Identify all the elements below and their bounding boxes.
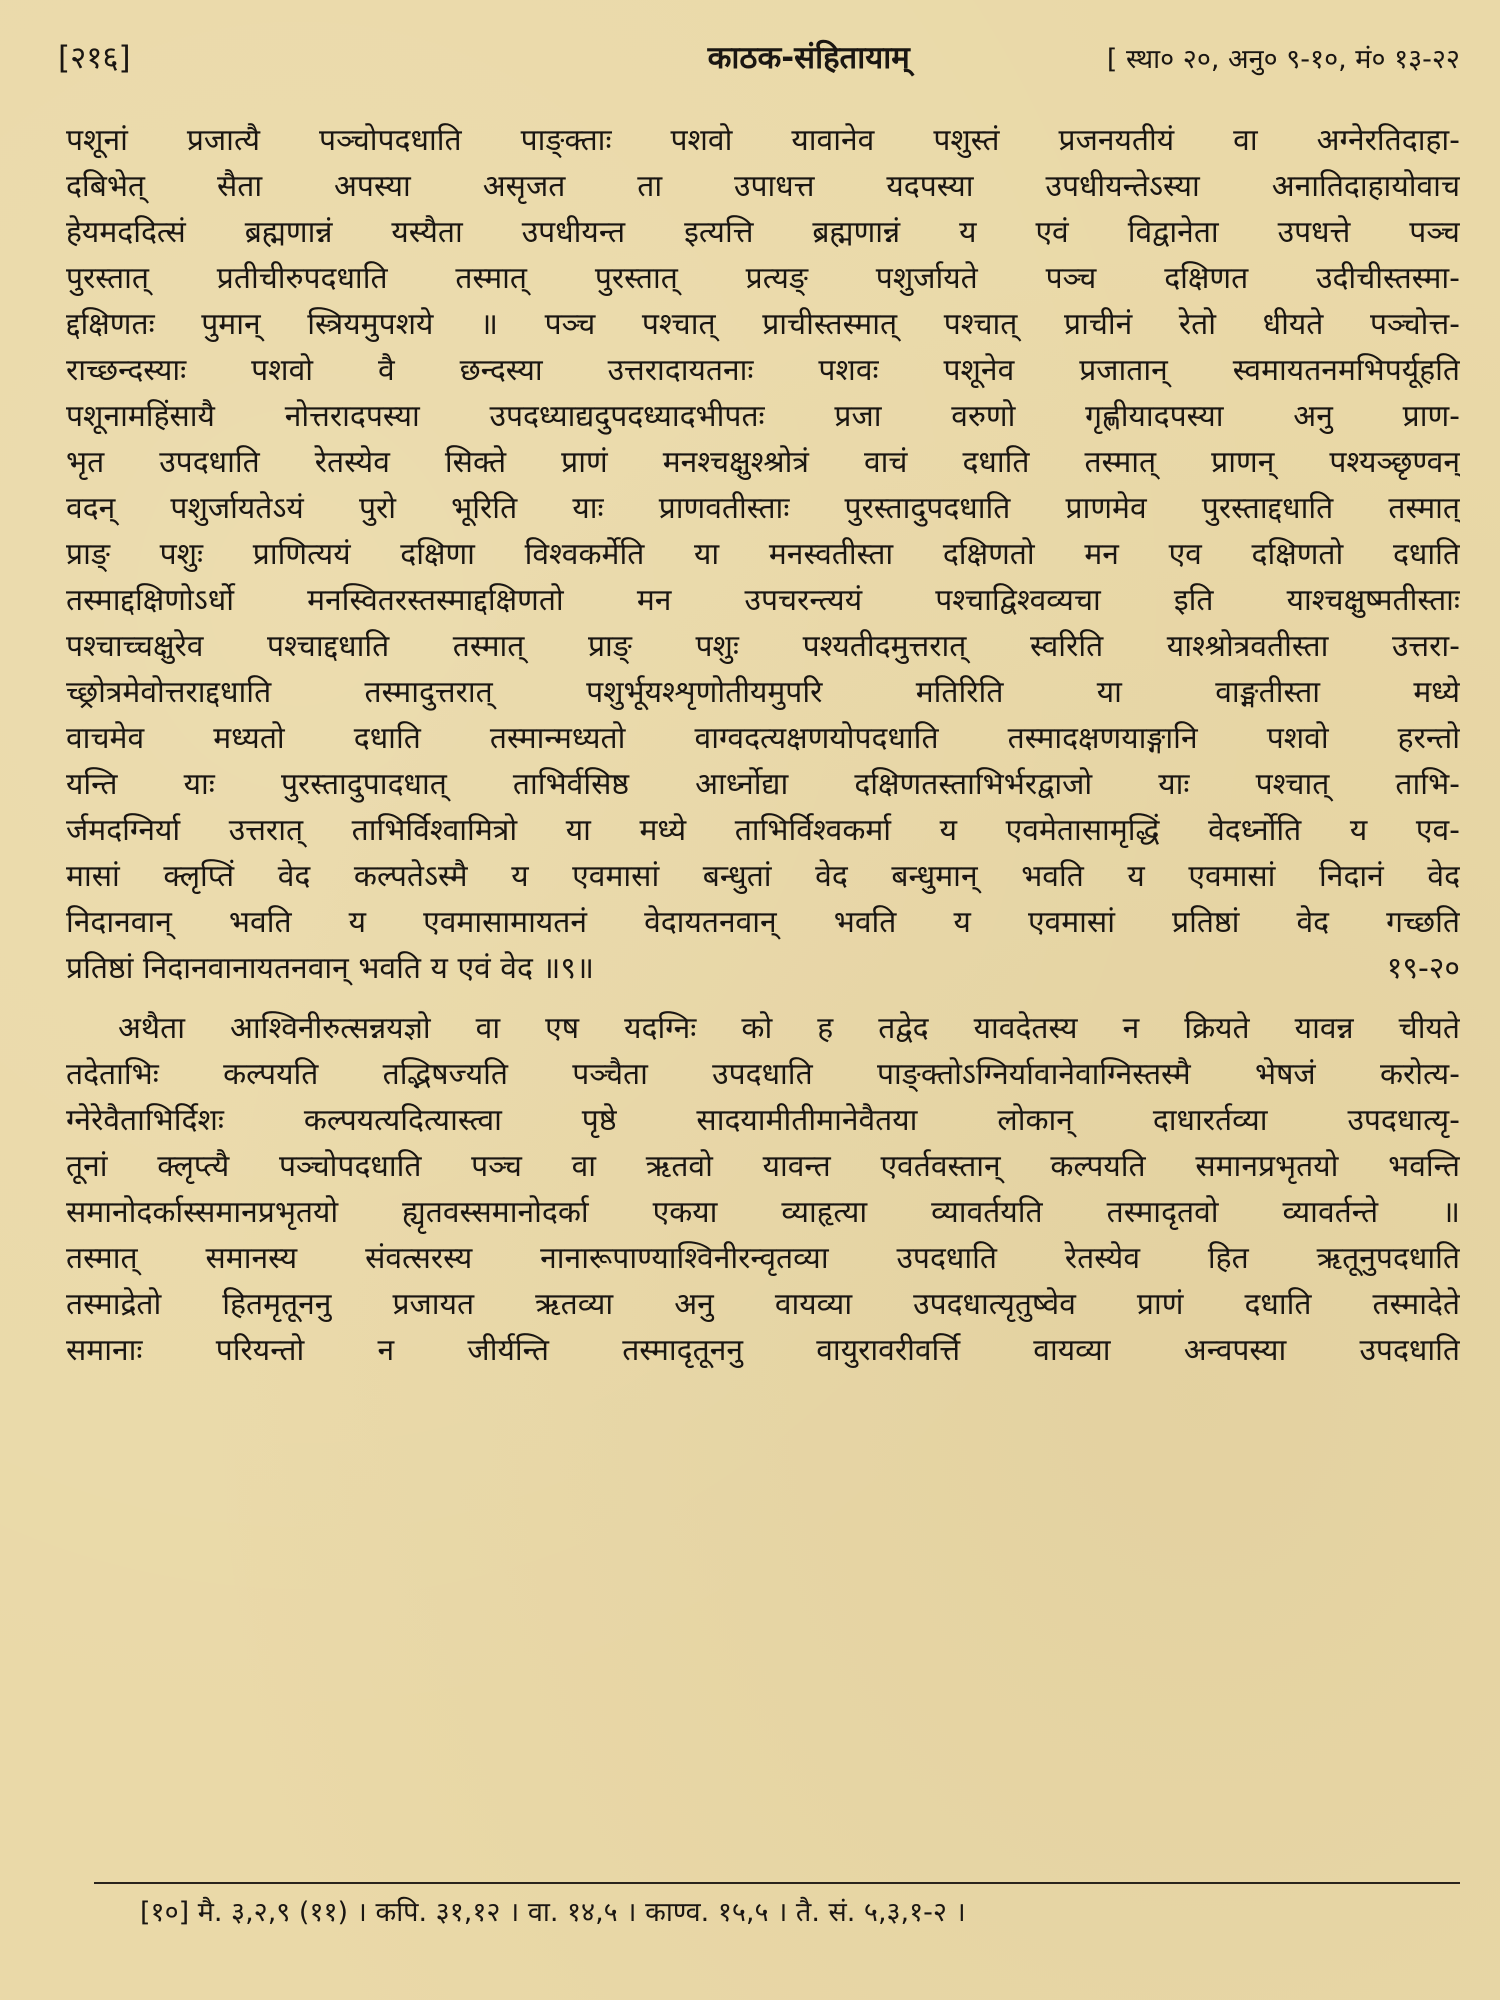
text-line: र्जमदग्निर्या उत्तरात् ताभिर्विश्वामित्रो या मध्ये ताभिर्विश्वकर्मा य एवमेतासामृद्धिं वेदर्ध्नोति य एव- xyxy=(66,813,1460,848)
text-line: दबिभेत् सैता अपस्या असृजत ता उपाधत्त यदपस्या उपधीयन्तेऽस्या अनातिदाहायोवाच xyxy=(66,169,1460,204)
text-line: अथैता आश्विनीरुत्सन्नयज्ञो वा एष यदग्निः को ह तद्वेद यावदेतस्य न क्रियते यावन्न चीयते xyxy=(118,1011,1460,1046)
text-line: भृत उपदधाति रेतस्येव सिक्ते प्राणं मनश्चक्षुश्श्रोत्रं वाचं दधाति तस्मात् प्राणन् पश्यञ्छृण्वन् xyxy=(66,445,1460,480)
paragraph-end-text: प्रतिष्ठां निदानवानायतनवान् भवति य एवं वेद ॥९॥ xyxy=(66,951,594,986)
running-head xyxy=(58,32,1460,82)
page-number: [२१६] xyxy=(58,40,131,76)
text-line: पुरस्तात् प्रतीचीरुपदधाति तस्मात् पुरस्तात् प्रत्यङ् पशुर्जायते पञ्च दक्षिणत उदीचीस्तस्मा- xyxy=(66,261,1460,296)
text-line: तदेताभिः कल्पयति तद्भिषज्यति पञ्चैता उपदधाति पाङ्क्तोऽग्निर्यावानेवाग्निस्तस्मै भेषजं करोत्य- xyxy=(66,1057,1460,1092)
body-text xyxy=(66,118,1460,1374)
text-line: समानोदर्कास्समानप्रभृतयो ह्यृतवस्समानोदर्का एकया व्याहृत्या व्यावर्तयति तस्मादृतवो व्यावर्तन्ते ॥ xyxy=(66,1195,1460,1230)
text-line: ग्नेरेवैताभिर्दिशः कल्पयत्यदित्यास्त्वा पृष्ठे सादयामीतीमानेवैतया लोकान् दाधारर्तव्या उपदधात्यृ- xyxy=(66,1103,1460,1138)
text-line: पश्चाच्चक्षुरेव पश्चाद्दधाति तस्मात् प्राङ् पशुः पश्यतीदमुत्तरात् स्वरिति याश्श्रोत्रवतीस्ता उत्तरा- xyxy=(66,629,1460,664)
text-line: प्राङ् पशुः प्राणित्ययं दक्षिणा विश्वकर्मेति या मनस्वतीस्ता दक्षिणतो मन एव दक्षिणतो दधाति xyxy=(66,537,1460,572)
text-line: पशूनामहिंसायै नोत्तरादपस्या उपदध्याद्यदुपदध्यादभीपतः प्रजा वरुणो गृह्णीयादपस्या अनु प्राण- xyxy=(66,399,1460,434)
verse-range: १९-२० xyxy=(1386,951,1460,986)
text-line: पशूनां प्रजात्यै पञ्चोपदधाति पाङ्क्ताः पशवो यावानेव पशुस्तं प्रजनयतीयं वा अग्नेरतिदाहा- xyxy=(66,123,1460,158)
text-line: वदन् पशुर्जायतेऽयं पुरो भूरिति याः प्राणवतीस्ताः पुरस्तादुपदधाति प्राणमेव पुरस्ताद्दधाति तस्मात् xyxy=(66,491,1460,526)
paragraph-1 xyxy=(66,118,1460,992)
paragraph-2 xyxy=(66,1006,1460,1374)
text-line: तस्मात् समानस्य संवत्सरस्य नानारूपाण्याश्विनीरन्वृतव्या उपदधाति रेतस्येव हित ऋतूनुपदधाति xyxy=(66,1241,1460,1276)
text-line: यन्ति याः पुरस्तादुपादधात् ताभिर्वसिष्ठ आर्ध्नोद्या दक्षिणतस्ताभिर्भरद्वाजो याः पश्चात् ताभि- xyxy=(66,767,1460,802)
text-line: च्छ्रोत्रमेवोत्तराद्दधाति तस्मादुत्तरात् पशुर्भूयश्शृणोतीयमुपरि मतिरिति या वाङ्मतीस्ता मध्ये xyxy=(66,675,1460,710)
text-line: राच्छन्दस्याः पशवो वै छन्दस्या उत्तरादायतनाः पशवः पशूनेव प्रजातान् स्वमायतनमभिपर्यूहति xyxy=(66,353,1460,388)
text-line: तस्माद्रेतो हितमृतूननु प्रजायत ऋतव्या अनु वायव्या उपदधात्यृतुष्वेव प्राणं दधाति तस्मादेते xyxy=(66,1287,1460,1322)
text-line: तस्माद्दक्षिणोऽर्धो मनस्वितरस्तस्माद्दक्षिणतो मन उपचरन्त्ययं पश्चाद्विश्वव्यचा इति याश्चक्षुष्मतीस्ताः xyxy=(66,583,1460,618)
text-line: तूनां क्लृप्त्यै पञ्चोपदधाति पञ्च वा ऋतवो यावन्त एवर्तवस्तान् कल्पयति समानप्रभृतयो भवन्ति xyxy=(66,1149,1460,1184)
text-line: निदानवान् भवति य एवमासामायतनं वेदायतनवान् भवति य एवमासां प्रतिष्ठां वेद गच्छति xyxy=(66,905,1460,940)
page-title: काठक-संहितायाम् xyxy=(707,40,910,76)
text-line: मासां क्लृप्तिं वेद कल्पतेऽस्मै य एवमासां बन्धुतां वेद बन्धुमान् भवति य एवमासां निदानं वेद xyxy=(66,859,1460,894)
text-line: वाचमेव मध्यतो दधाति तस्मान्मध्यतो वाग्वदत्यक्षणयोपदधाति तस्मादक्षणयाङ्गानि पशवो हरन्तो xyxy=(66,721,1460,756)
section-reference: [ स्था० २०, अनु० ९-१०, मं० १३-२२ xyxy=(1106,43,1460,75)
text-line-last xyxy=(66,946,1460,992)
text-line: हेयमददित्सं ब्रह्मणान्नं यस्यैता उपधीयन्त इत्यत्ति ब्रह्मणान्नं य एवं विद्वानेता उपधत्ते पञ्च xyxy=(66,215,1460,250)
text-line: द्दक्षिणतः पुमान् स्त्रियमुपशये ॥ पञ्च पश्चात् प्राचीस्तस्मात् पश्चात् प्राचीनं रेतो धीयते पञ्चोत्त- xyxy=(66,307,1460,342)
text-line: समानाः परियन्तो न जीर्यन्ति तस्मादृतूननु वायुरावरीवर्त्ति वायव्या अन्वपस्या उपदधाति xyxy=(66,1333,1460,1368)
footnote: [१०] मै. ३,२,९ (११) । कपि. ३१,१२ । वा. १४,५ । काण्व. १५,५ । तै. सं. ५,३,१-२ । xyxy=(140,1897,966,1928)
footnote-divider xyxy=(94,1882,1460,1884)
